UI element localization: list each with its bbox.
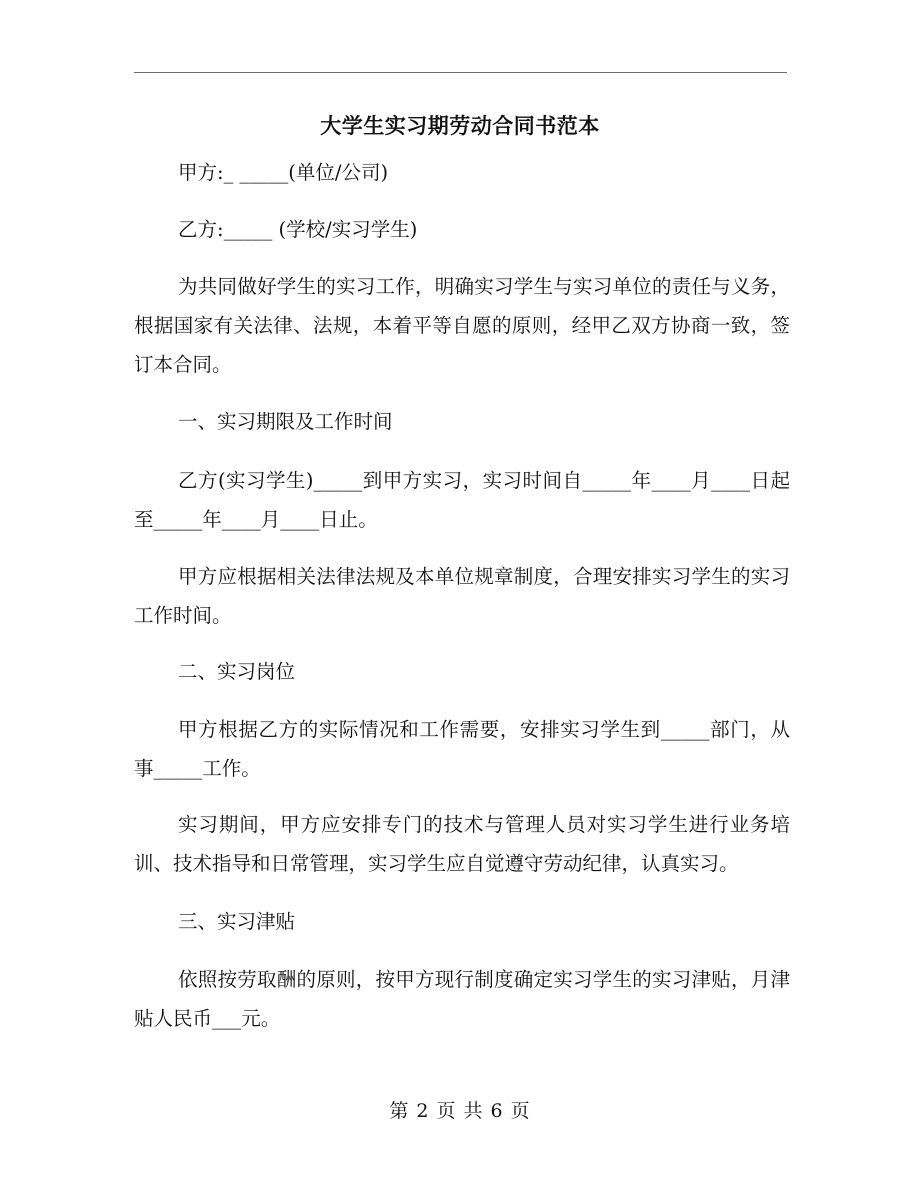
training-paragraph: 实习期间，甲方应安排专门的技术与管理人员对实习学生进行业务培训、技术指导和日常管理，实习学生应自觉遵守劳动纪律，认真实习。 xyxy=(134,813,790,875)
allowance-paragraph: 依照按劳取酬的原则，按甲方现行制度确定实习学生的实习津贴，月津贴人民币___元。 xyxy=(134,968,790,1030)
section-heading-allowance: 三、实习津贴 xyxy=(178,910,296,933)
header-rule xyxy=(134,72,787,73)
document-title: 大学生实习期劳动合同书范本 xyxy=(320,113,600,138)
page-number-footer: 第 2 页 共 6 页 xyxy=(389,1100,531,1122)
preamble-paragraph: 为共同做好学生的实习工作，明确实习学生与实习单位的责任与义务，根据国家有关法律、法规，本着平等自愿的原则，经甲乙双方协商一致，签订本合同。 xyxy=(134,275,790,376)
position-paragraph: 甲方根据乙方的实际情况和工作需要，安排实习学生到_____部门，从事_____工作。 xyxy=(134,718,790,780)
party-b-line: 乙方:_____ (学校/实习学生) xyxy=(178,218,418,241)
work-time-paragraph: 甲方应根据相关法律法规及本单位规章制度，合理安排实习学生的实习工作时间。 xyxy=(134,565,790,627)
section-heading-position: 二、实习岗位 xyxy=(178,660,296,683)
party-a-line: 甲方:_ _____(单位/公司) xyxy=(178,161,389,184)
term-paragraph: 乙方(实习学生)_____到甲方实习，实习时间自_____年____月____日起至_____年____月____日止。 xyxy=(134,469,790,531)
section-heading-term: 一、实习期限及工作时间 xyxy=(178,410,393,433)
